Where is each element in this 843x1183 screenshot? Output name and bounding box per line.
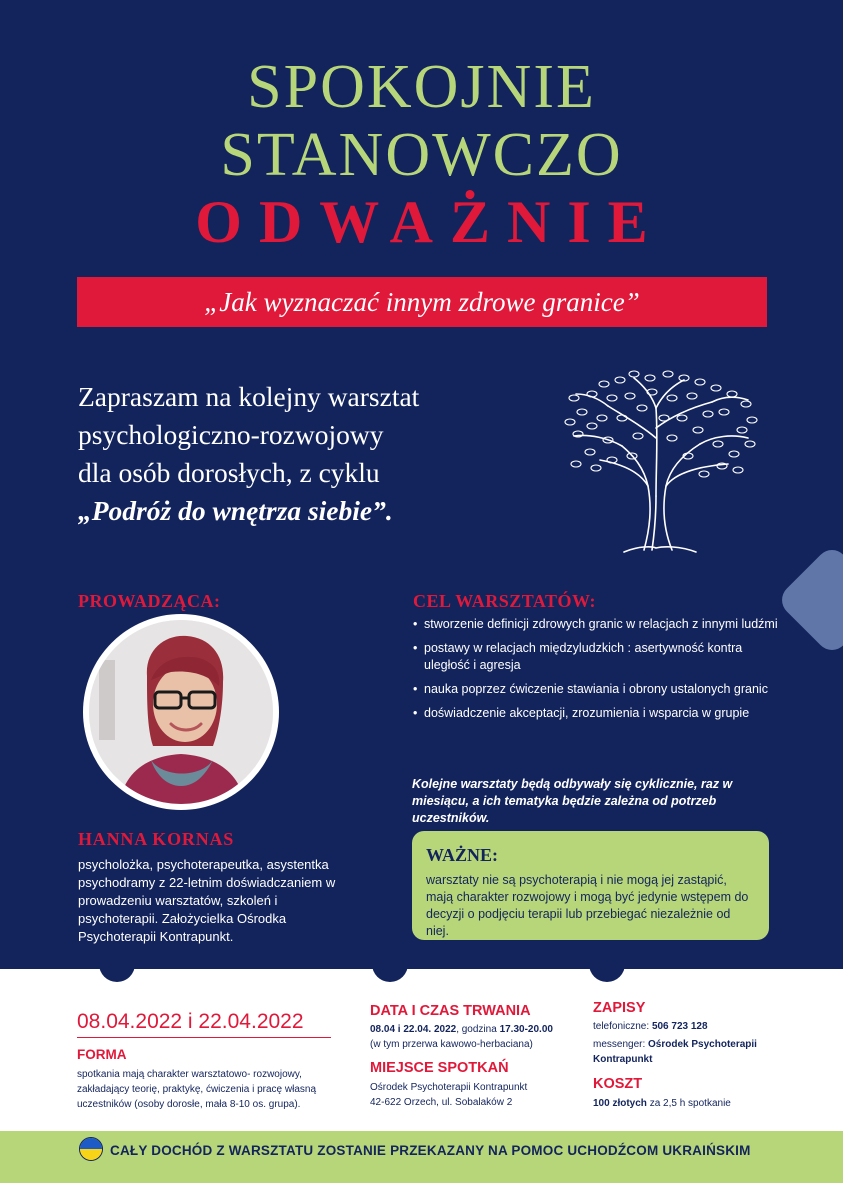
time-mid: , godzina <box>456 1024 500 1035</box>
cost-suffix: za 2,5 h spotkanie <box>646 1098 731 1109</box>
goal-item: • postawy w relacjach międzyludzkich : asertywność kontra uległość i agresja <box>413 640 783 674</box>
messenger-contact[interactable]: Ośrodek Psychoterapii Kontrapunkt <box>593 1039 757 1065</box>
time-note: (w tym przerwa kawowo-herbaciana) <box>370 1039 533 1050</box>
intro-series-name: „Podróż do wnętrza siebie”. <box>78 495 393 526</box>
form-heading: FORMA <box>77 1047 127 1062</box>
place-line: Ośrodek Psychoterapii Kontrapunkt <box>370 1082 528 1093</box>
ukraine-flag-icon <box>79 1137 103 1161</box>
host-name: HANNA KORNAS <box>78 829 235 849</box>
goal-item: • stworzenie definicji zdrowych granic w relacjach z innymi ludźmi <box>413 616 783 633</box>
goals-heading: CEL WARSZTATÓW: <box>413 591 597 611</box>
footer-bar-text: CAŁY DOCHÓD Z WARSZTATU ZOSTANIE PRZEKAZANY NA POMOC UCHODŹCOM UKRAIŃSKIM <box>110 1143 751 1158</box>
workshop-dates: 08.04.2022 i 22.04.2022 <box>77 1010 304 1033</box>
important-box <box>412 831 769 940</box>
time-heading: DATA I CZAS TRWANIA <box>370 1003 531 1019</box>
intro-line: Zapraszam na kolejny warsztat <box>78 381 420 412</box>
place-line: 42-622 Orzech, ul. Sobalaków 2 <box>370 1097 513 1108</box>
time-text <box>370 1022 585 1052</box>
title-line-1: SPOKOJNIE <box>247 53 596 121</box>
cost-heading: KOSZT <box>593 1076 643 1092</box>
important-heading: WAŻNE: <box>426 845 499 865</box>
tree-icon <box>552 368 764 558</box>
signup-heading: ZAPISY <box>593 1000 646 1016</box>
portrait-image <box>89 620 273 804</box>
signup-text <box>593 1019 793 1067</box>
title-line-3: ODWAŻNIE <box>195 189 665 255</box>
title-line-2: STANOWCZO <box>220 121 623 189</box>
series-note: Kolejne warsztaty będą odbywały się cyklicznie, raz w miesiącu, a ich tematyka będzie zależna od potrzeb uczestników. <box>412 777 733 825</box>
subtitle-banner: „Jak wyznaczać innym zdrowe granice” <box>77 277 767 327</box>
important-text: warsztaty nie są psychoterapią i nie mogą jej zastąpić, mają charakter rozwojowy i mogą być jedynie wstępem do decyzji o podjęciu terapii lub przebiegać niezależnie od niej. <box>426 873 749 938</box>
goal-item: • nauka poprzez ćwiczenie stawiania i obrony ustalonych granic <box>413 681 783 698</box>
form-text: spotkania mają charakter warsztatowo- rozwojowy, zakładający teorię, praktykę, ćwiczenia i pracę własną uczestników (osoby dorosłe, mała 8-10 os. grupa). <box>77 1069 316 1110</box>
place-heading: MIEJSCE SPOTKAŃ <box>370 1060 509 1076</box>
place-text <box>370 1080 585 1110</box>
host-bio: psycholożka, psychoterapeutka, asystentka psychodramy z 22-letnim doświadczaniem w prowadzeniu warsztatów, szkoleń i psychoterapii. Założycielka Ośrodka Psychoterapii Kontrapunkt. <box>78 857 336 944</box>
phone-number[interactable]: 506 723 128 <box>651 1021 708 1032</box>
side-tab-decoration <box>775 543 843 656</box>
host-heading: PROWADZĄCA: <box>78 591 221 611</box>
goal-item: • doświadczenie akceptacji, zrozumienia i wsparcia w grupie <box>413 705 783 722</box>
goals-list <box>413 616 783 729</box>
intro-line: psychologiczno-rozwojowy <box>78 419 384 450</box>
time-hours: 17.30-20.00 <box>499 1024 553 1035</box>
host-photo <box>83 614 279 810</box>
phone-label: telefoniczne: <box>593 1021 652 1032</box>
messenger-label: messenger: <box>593 1039 649 1050</box>
time-dates: 08.04 i 22.04. 2022 <box>370 1024 457 1035</box>
cost-value: 100 złotych <box>593 1098 647 1109</box>
date-underline <box>77 1037 331 1038</box>
intro-text <box>78 378 538 530</box>
intro-line: dla osób dorosłych, z cyklu <box>78 457 380 488</box>
cost-text <box>593 1096 793 1111</box>
